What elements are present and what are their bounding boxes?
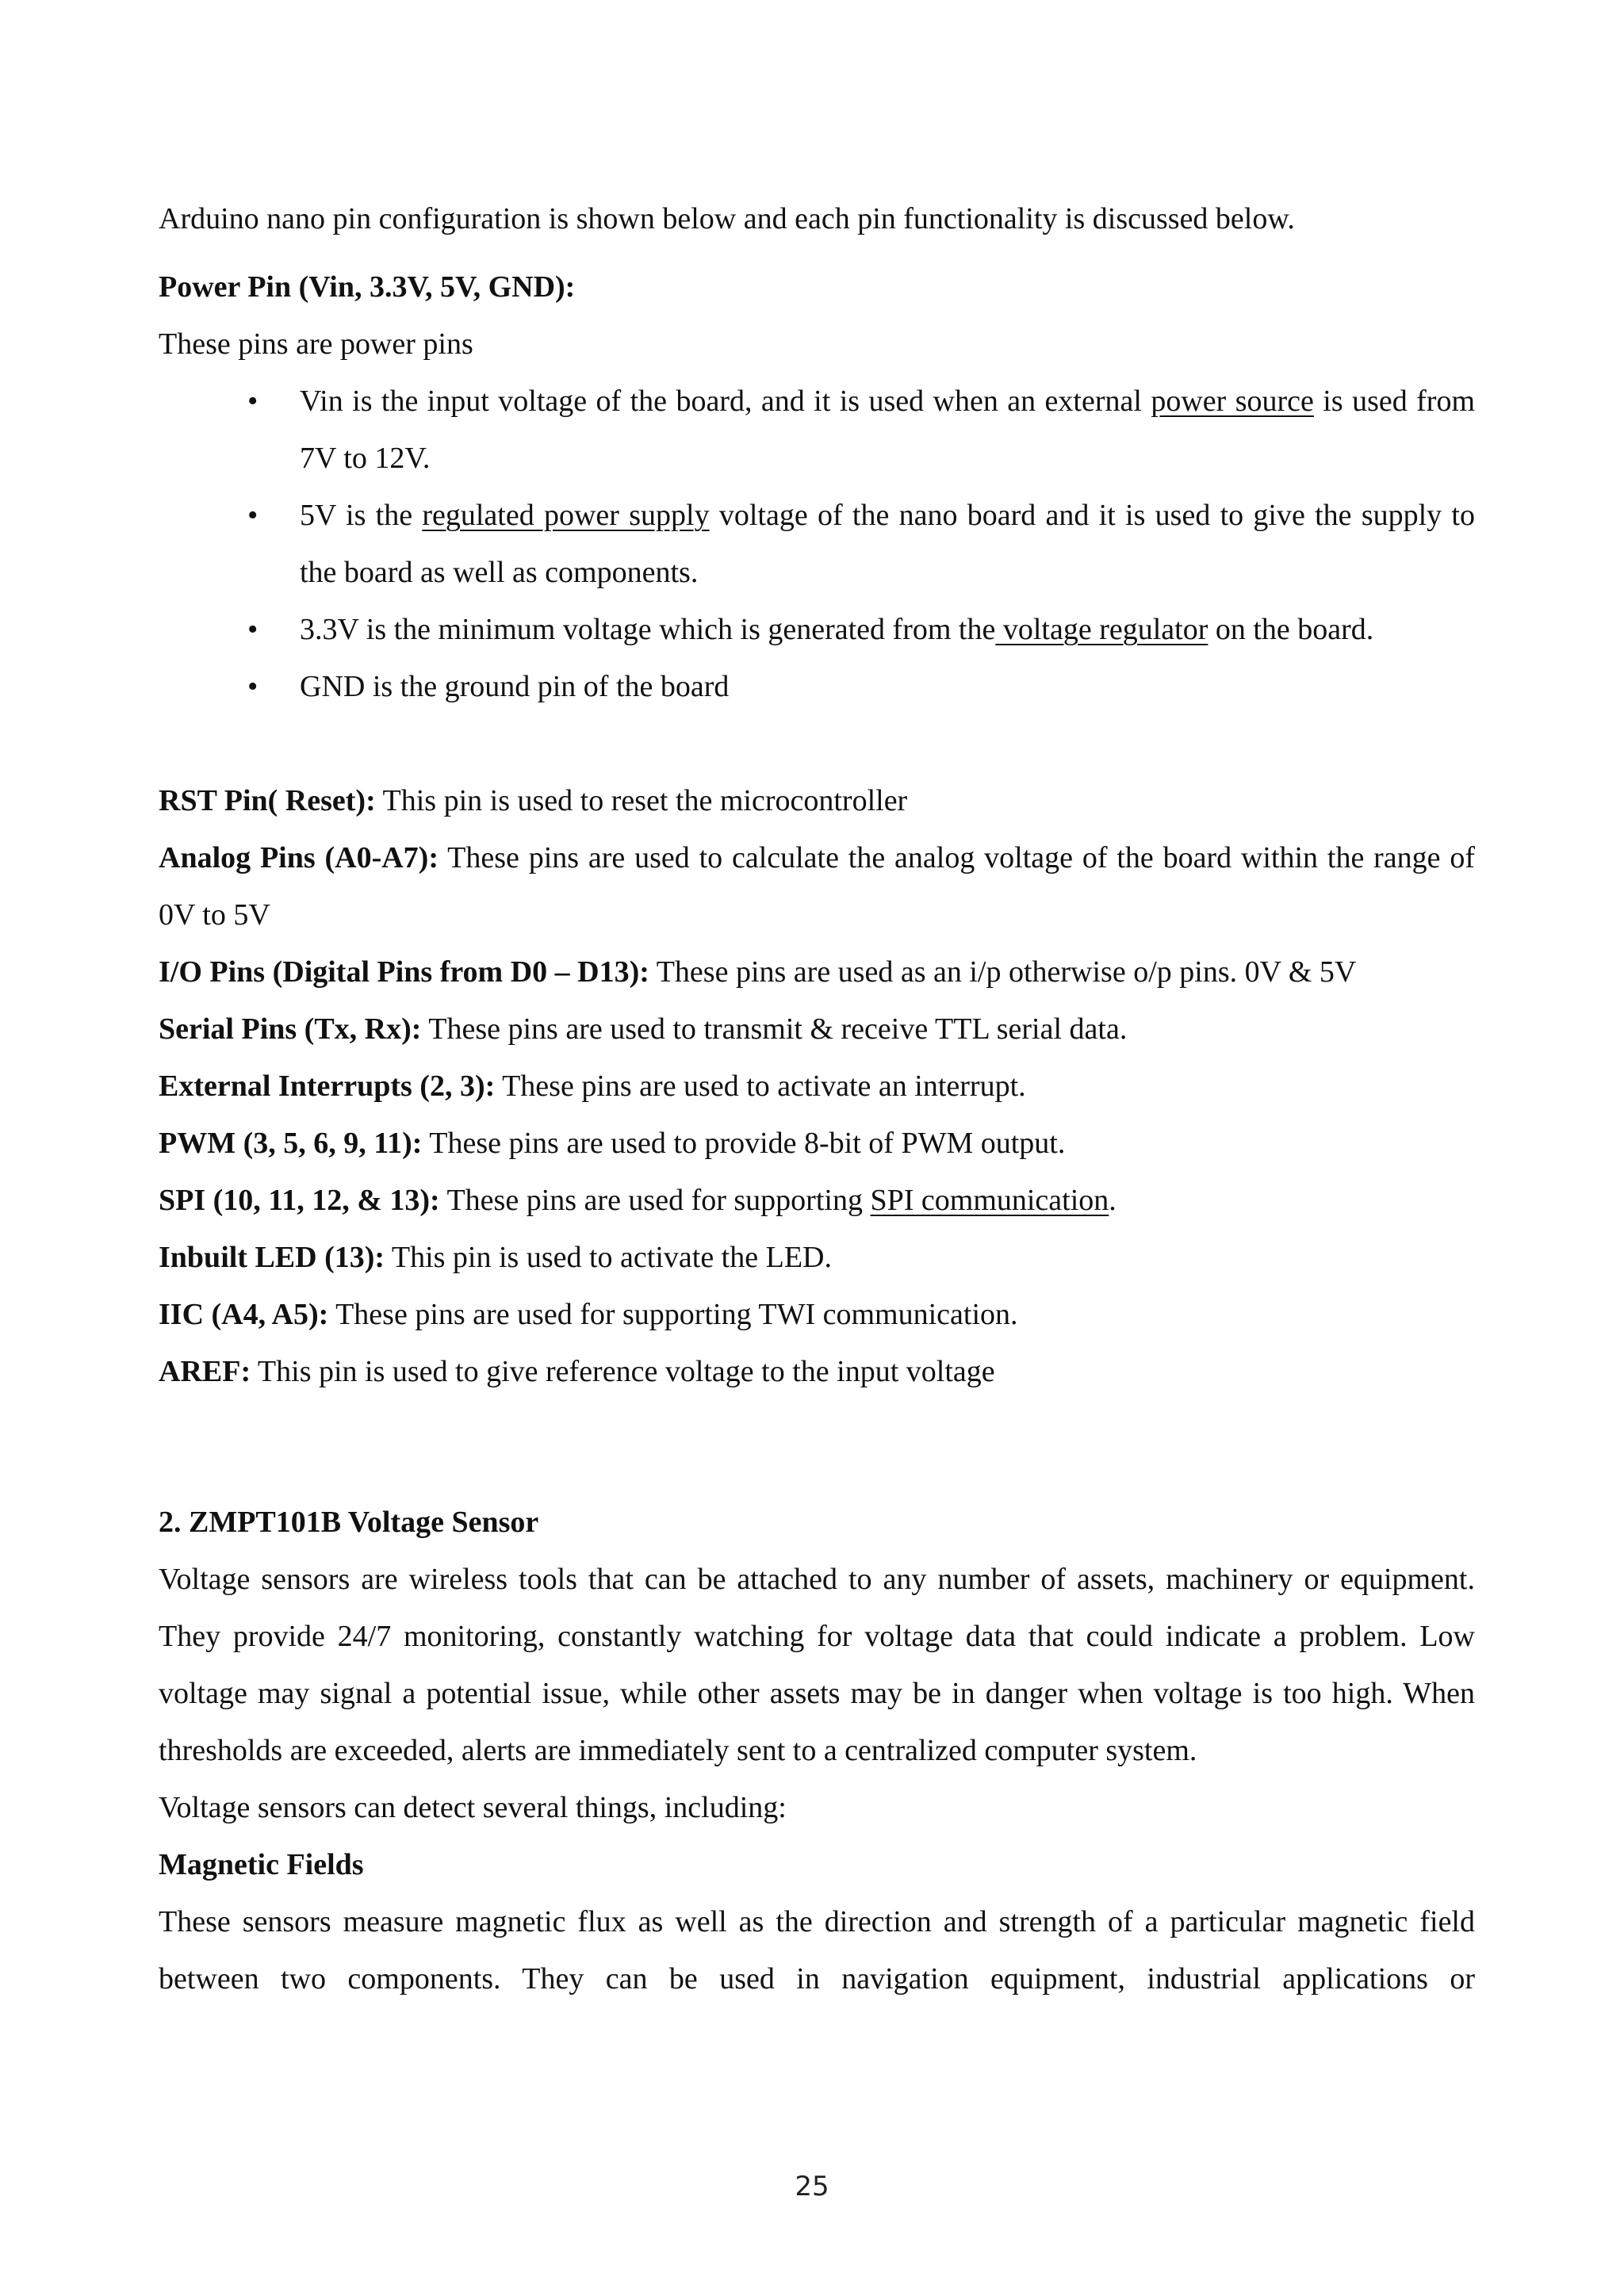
aref-text: This pin is used to give reference voltage to the input voltage [251, 1355, 995, 1388]
io-pins-label: I/O Pins (Digital Pins from D0 – D13): [159, 955, 649, 989]
power-bullet-list [159, 373, 1475, 715]
pwm-line [159, 1115, 1475, 1172]
intro-paragraph: Arduino nano pin configuration is shown below and each pin functionality is discussed below. [159, 202, 1295, 235]
aref-line [159, 1343, 1475, 1400]
io-pins-text: These pins are used as an i/p otherwise o/p pins. 0V & 5V [649, 955, 1357, 989]
inbuilt-led-text: This pin is used to activate the LED. [385, 1241, 832, 1274]
document-page [159, 190, 1475, 2007]
voltage-regulator-link[interactable]: voltage regulator [995, 613, 1208, 646]
bullet-text: GND is the ground pin of the board [300, 670, 730, 703]
spi-text: These pins are used for supporting [439, 1184, 871, 1217]
bullet-dot: • [247, 385, 259, 418]
iic-text: These pins are used for supporting TWI communication. [328, 1298, 1018, 1331]
magnetic-heading [159, 1836, 1475, 1893]
power-bullet-5v [159, 487, 1475, 601]
rst-pin-text: This pin is used to reset the microcontroller [375, 784, 908, 817]
analog-pins-text: These pins are used to calculate the analog voltage of the board within the range of 0V to 5V [159, 841, 1476, 932]
bullet-text: voltage of the nano board and it is used to give the supply to the board as well as components. [300, 499, 1475, 589]
serial-pins-line [159, 1001, 1475, 1058]
inbuilt-led-line [159, 1229, 1475, 1286]
bullet-text: is used from 7V to 12V. [300, 385, 1476, 475]
power-bullet-3v3 [159, 601, 1475, 658]
sensor-paragraph: Voltage sensors are wireless tools that can be attached to any number of assets, machinery or equipment. They provide 24/7 monitoring, constantly watching for voltage data that could indicate a problem. Low voltage may signal a potential issue, while other assets may be in danger when voltage is too high. When thresholds are exceeded, alerts are immediately sent to a centralized computer system. [159, 1563, 1475, 1767]
external-interrupts-label: External Interrupts (2, 3): [159, 1070, 496, 1103]
detect-lead: Voltage sensors can detect several things, including: [159, 1791, 787, 1824]
external-interrupts-line [159, 1058, 1475, 1115]
rst-pin-label: RST Pin( Reset): [159, 784, 376, 817]
bullet-dot: • [247, 613, 259, 646]
magnetic-heading-text: Magnetic Fields [159, 1848, 364, 1881]
magnetic-paragraph: These sensors measure magnetic flux as well as the direction and strength of a particular magnetic field between two components. They can be used in navigation equipment, industrial applications or [159, 1905, 1475, 1996]
bullet-text: Vin is the input voltage of the board, and it is used when an external [300, 385, 1151, 418]
external-interrupts-text: These pins are used to activate an interrupt. [495, 1070, 1026, 1103]
sensor-heading-text: 2. ZMPT101B Voltage Sensor [159, 1506, 539, 1539]
bullet-text: 5V is the [300, 499, 423, 532]
bullet-dot: • [247, 499, 259, 532]
pwm-text: These pins are used to provide 8-bit of PWM output. [422, 1127, 1066, 1160]
iic-label: IIC (A4, A5): [159, 1298, 329, 1331]
serial-pins-text: These pins are used to transmit & receive TTL serial data. [421, 1012, 1128, 1046]
power-bullet-vin [159, 373, 1475, 487]
analog-pins-line [159, 829, 1475, 943]
sensor-heading [159, 1494, 1475, 1551]
regulated-power-supply-link[interactable]: regulated power supply [422, 499, 710, 532]
pwm-label: PWM (3, 5, 6, 9, 11): [159, 1127, 423, 1160]
power-lead: These pins are power pins [159, 327, 473, 361]
power-source-link[interactable]: power source [1151, 385, 1314, 418]
bullet-text: 3.3V is the minimum voltage which is generated from the [300, 613, 996, 646]
power-bullet-gnd [159, 658, 1475, 715]
analog-pins-label: Analog Pins (A0-A7): [159, 841, 439, 874]
bullet-dot: • [247, 670, 259, 703]
inbuilt-led-label: Inbuilt LED (13): [159, 1241, 385, 1274]
spi-text-end: . [1109, 1184, 1116, 1217]
power-heading-text: Power Pin (Vin, 3.3V, 5V, GND): [159, 270, 576, 304]
spi-communication-link[interactable]: SPI communication [870, 1184, 1109, 1217]
serial-pins-label: Serial Pins (Tx, Rx): [159, 1012, 422, 1046]
bullet-text: on the board. [1208, 613, 1374, 646]
spi-label: SPI (10, 11, 12, & 13): [159, 1184, 440, 1217]
iic-line [159, 1286, 1475, 1343]
aref-label: AREF: [159, 1355, 251, 1388]
io-pins-line [159, 943, 1475, 1001]
power-heading [159, 258, 1475, 316]
rst-pin-line [159, 772, 1475, 829]
page-number: 25 [795, 2171, 829, 2202]
spi-line [159, 1172, 1475, 1229]
